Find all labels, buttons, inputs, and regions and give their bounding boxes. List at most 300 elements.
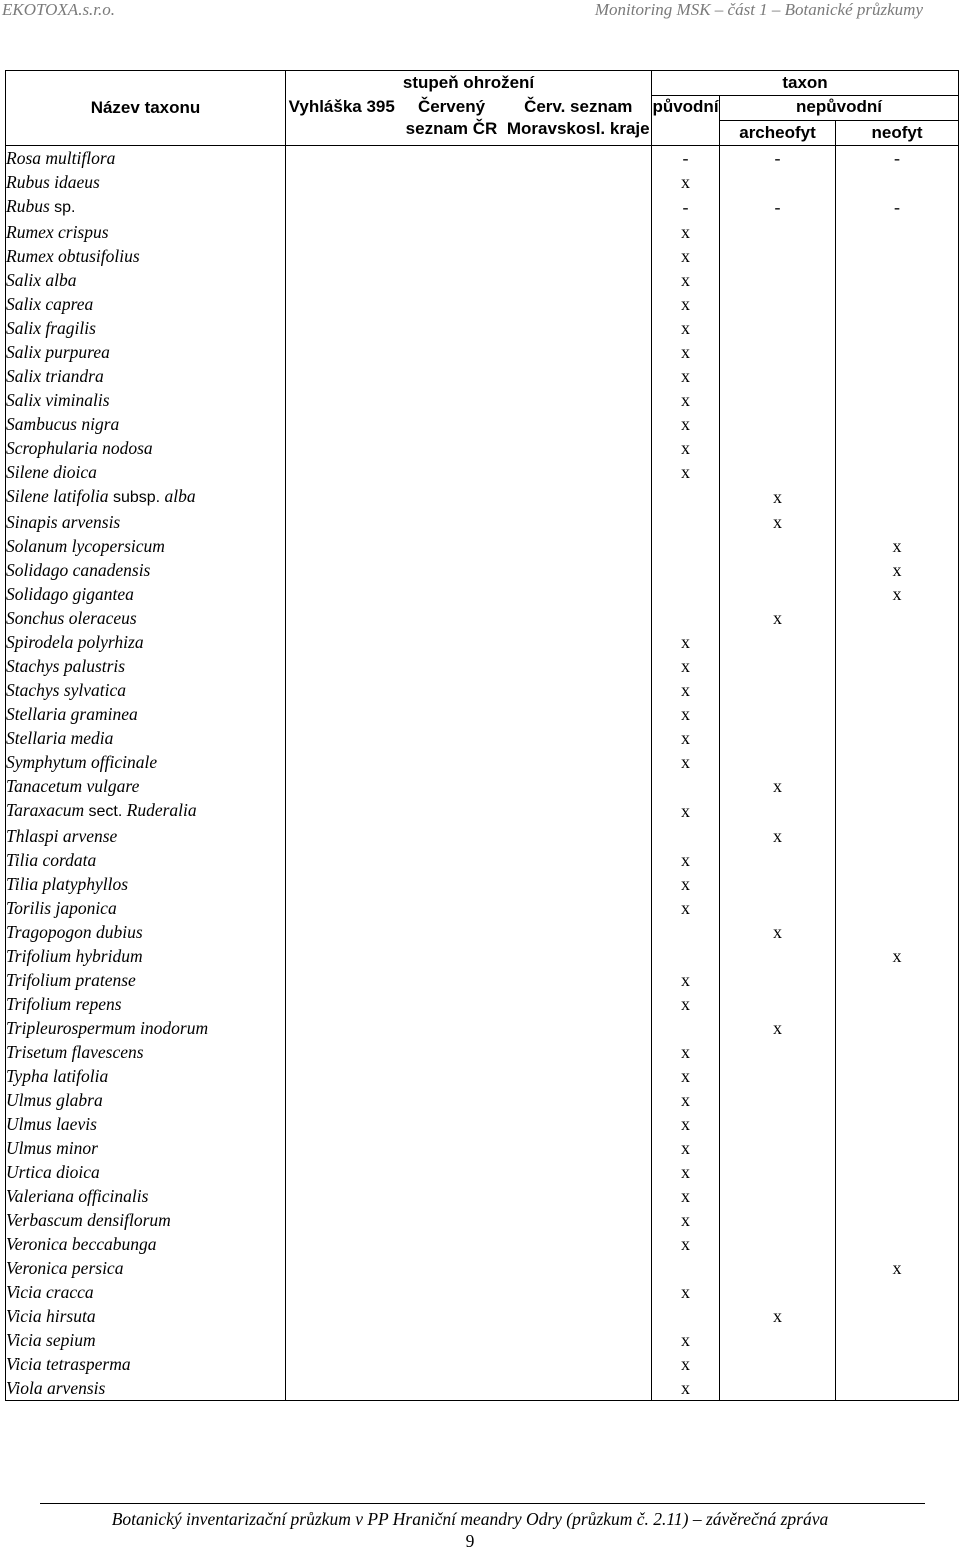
cell-neo	[836, 220, 959, 244]
taxon-table	[5, 70, 959, 1401]
cell-neo	[836, 388, 959, 412]
cell-vyhl	[286, 750, 398, 774]
cell-neo	[836, 654, 959, 678]
cell-arch	[720, 170, 836, 194]
cell-arch	[720, 896, 836, 920]
cell-cerv	[398, 606, 506, 630]
cell-vyhl	[286, 1376, 398, 1401]
cell-puv: x	[652, 170, 720, 194]
header-company: EKOTOXA.s.r.o.	[2, 0, 116, 19]
cell-puv: x	[652, 316, 720, 340]
cell-puv: x	[652, 268, 720, 292]
cell-neo	[836, 872, 959, 896]
cell-cmsk	[506, 412, 652, 436]
taxon-name	[6, 678, 286, 702]
table-row	[6, 1136, 959, 1160]
cell-arch	[720, 1328, 836, 1352]
cell-arch	[720, 1088, 836, 1112]
cell-cmsk	[506, 1112, 652, 1136]
table-row	[6, 1112, 959, 1136]
cell-puv	[652, 944, 720, 968]
table-row	[6, 340, 959, 364]
table-row	[6, 1016, 959, 1040]
cell-neo: x	[836, 558, 959, 582]
cell-puv: x	[652, 1112, 720, 1136]
cell-vyhl	[286, 872, 398, 896]
cell-cmsk	[506, 1184, 652, 1208]
table-row	[6, 194, 959, 220]
cell-vyhl	[286, 460, 398, 484]
cell-arch: -	[720, 146, 836, 171]
taxon-name	[6, 872, 286, 896]
cell-arch: x	[720, 920, 836, 944]
cell-cerv	[398, 992, 506, 1016]
taxon-name	[6, 726, 286, 750]
cell-cmsk	[506, 268, 652, 292]
taxon-name-genus: Vicia hirsuta	[6, 1306, 96, 1326]
cell-cmsk	[506, 944, 652, 968]
cell-puv: x	[652, 1352, 720, 1376]
cell-neo	[836, 1232, 959, 1256]
taxon-name	[6, 1088, 286, 1112]
taxon-name-genus: Salix alba	[6, 270, 77, 290]
taxon-name-genus: Rumex obtusifolius	[6, 246, 140, 266]
taxon-name-genus: Trisetum flavescens	[6, 1042, 144, 1062]
taxon-name	[6, 582, 286, 606]
cell-cmsk	[506, 824, 652, 848]
taxon-name-genus: Sonchus oleraceus	[6, 608, 137, 628]
cell-vyhl	[286, 558, 398, 582]
taxon-name	[6, 1208, 286, 1232]
taxon-name	[6, 630, 286, 654]
cell-puv: x	[652, 244, 720, 268]
cell-neo	[836, 848, 959, 872]
cell-arch	[720, 726, 836, 750]
cell-neo: x	[836, 1256, 959, 1280]
cell-puv	[652, 824, 720, 848]
cell-neo	[836, 1304, 959, 1328]
cell-puv: x	[652, 1208, 720, 1232]
cell-vyhl	[286, 1016, 398, 1040]
table-row	[6, 582, 959, 606]
taxon-name-genus: Vicia sepium	[6, 1330, 96, 1350]
col-header-puvodni: původní	[652, 96, 720, 121]
taxon-name-genus: Sinapis arvensis	[6, 512, 121, 532]
cell-vyhl	[286, 220, 398, 244]
taxon-name	[6, 1160, 286, 1184]
taxon-name-genus: Solidago canadensis	[6, 560, 151, 580]
taxon-name-genus: Solidago gigantea	[6, 584, 134, 604]
taxon-name	[6, 606, 286, 630]
cell-neo	[836, 1112, 959, 1136]
cell-puv	[652, 1256, 720, 1280]
cell-neo	[836, 244, 959, 268]
taxon-name-genus: Verbascum densiflorum	[6, 1210, 171, 1230]
cell-vyhl	[286, 1352, 398, 1376]
cell-cerv	[398, 1160, 506, 1184]
cell-cmsk	[506, 1328, 652, 1352]
cell-puv: x	[652, 1088, 720, 1112]
cell-neo	[836, 968, 959, 992]
cell-cerv	[398, 1064, 506, 1088]
taxon-name-infra: alba	[164, 486, 196, 506]
cell-puv	[652, 534, 720, 558]
cell-cmsk	[506, 872, 652, 896]
cell-puv: x	[652, 798, 720, 824]
cell-cmsk	[506, 292, 652, 316]
cell-neo	[836, 436, 959, 460]
cell-arch	[720, 798, 836, 824]
cell-cmsk	[506, 146, 652, 171]
cell-puv: x	[652, 750, 720, 774]
table-row	[6, 606, 959, 630]
cell-cerv	[398, 340, 506, 364]
cell-neo	[836, 1136, 959, 1160]
cell-puv: x	[652, 388, 720, 412]
cell-cerv	[398, 292, 506, 316]
cell-arch	[720, 1280, 836, 1304]
table-row	[6, 630, 959, 654]
cell-vyhl	[286, 1328, 398, 1352]
cell-puv: x	[652, 460, 720, 484]
taxon-name	[6, 774, 286, 798]
cell-cerv	[398, 678, 506, 702]
cell-cmsk	[506, 1064, 652, 1088]
cell-cerv	[398, 558, 506, 582]
cell-cerv	[398, 654, 506, 678]
taxon-name-genus: Stachys palustris	[6, 656, 126, 676]
table-row	[6, 412, 959, 436]
cell-arch	[720, 268, 836, 292]
cell-vyhl	[286, 340, 398, 364]
col-header-cerveny: Červený seznam ČR	[405, 96, 498, 138]
cell-cerv	[398, 1136, 506, 1160]
taxon-name	[6, 220, 286, 244]
cell-cmsk	[506, 1136, 652, 1160]
table-row	[6, 510, 959, 534]
cell-vyhl	[286, 1232, 398, 1256]
cell-vyhl	[286, 244, 398, 268]
cell-cerv	[398, 1280, 506, 1304]
cell-cerv	[398, 1088, 506, 1112]
table-row	[6, 1352, 959, 1376]
taxon-rows	[6, 146, 959, 1401]
taxon-name	[6, 1352, 286, 1376]
taxon-name-genus: Rumex crispus	[6, 222, 109, 242]
taxon-name	[6, 146, 286, 171]
cell-arch	[720, 412, 836, 436]
cell-arch	[720, 992, 836, 1016]
cell-puv	[652, 1016, 720, 1040]
taxon-name-genus: Silene dioica	[6, 462, 97, 482]
taxon-name	[6, 1232, 286, 1256]
cell-puv	[652, 484, 720, 510]
cell-neo	[836, 798, 959, 824]
table-row	[6, 364, 959, 388]
header-title: Monitoring MSK – část 1 – Botanické průzkumy	[594, 0, 923, 19]
table-row	[6, 1184, 959, 1208]
cell-neo	[836, 630, 959, 654]
cell-puv: -	[652, 194, 720, 220]
cell-cerv	[398, 436, 506, 460]
cell-arch	[720, 1160, 836, 1184]
col-header-archeofyt: archeofyt	[720, 121, 836, 146]
table-row	[6, 654, 959, 678]
cell-vyhl	[286, 992, 398, 1016]
table-row	[6, 1064, 959, 1088]
table-row	[6, 774, 959, 798]
taxon-name-genus: Vicia cracca	[6, 1282, 94, 1302]
cell-cmsk	[506, 702, 652, 726]
taxon-name	[6, 292, 286, 316]
cell-cmsk	[506, 364, 652, 388]
cell-puv: x	[652, 1064, 720, 1088]
cell-cerv	[398, 1328, 506, 1352]
taxon-name-genus: Thlaspi arvense	[6, 826, 118, 846]
cell-cerv	[398, 244, 506, 268]
cell-cmsk	[506, 1376, 652, 1401]
taxon-name-genus: Urtica dioica	[6, 1162, 100, 1182]
cell-arch	[720, 678, 836, 702]
table-row	[6, 726, 959, 750]
cell-cmsk	[506, 1280, 652, 1304]
cell-arch: -	[720, 194, 836, 220]
cell-puv	[652, 582, 720, 606]
cell-cerv	[398, 848, 506, 872]
taxon-name	[6, 702, 286, 726]
cell-vyhl	[286, 268, 398, 292]
cell-cerv	[398, 1112, 506, 1136]
table-row	[6, 244, 959, 268]
cell-cerv	[398, 896, 506, 920]
cell-arch	[720, 436, 836, 460]
cell-vyhl	[286, 292, 398, 316]
cell-neo	[836, 1280, 959, 1304]
col-group-nepuvodni: nepůvodní	[720, 96, 959, 121]
col-group-threat: stupeň ohrožení	[286, 71, 652, 96]
cell-arch: x	[720, 1304, 836, 1328]
table-row	[6, 1040, 959, 1064]
cell-arch: x	[720, 824, 836, 848]
cell-arch	[720, 292, 836, 316]
table-row	[6, 484, 959, 510]
table-row	[6, 268, 959, 292]
taxon-name-genus: Salix caprea	[6, 294, 94, 314]
cell-cmsk	[506, 244, 652, 268]
cell-vyhl	[286, 920, 398, 944]
cell-puv: x	[652, 364, 720, 388]
table-row	[6, 798, 959, 824]
taxon-name	[6, 268, 286, 292]
cell-cerv	[398, 510, 506, 534]
cell-cmsk	[506, 968, 652, 992]
cell-neo	[836, 774, 959, 798]
table-row	[6, 1232, 959, 1256]
taxon-name	[6, 920, 286, 944]
taxon-name	[6, 1328, 286, 1352]
taxon-name-genus: Sambucus nigra	[6, 414, 120, 434]
cell-neo	[836, 510, 959, 534]
taxon-name	[6, 170, 286, 194]
cell-vyhl	[286, 1112, 398, 1136]
cell-cmsk	[506, 1256, 652, 1280]
taxon-name	[6, 1376, 286, 1401]
col-header-vyhlaska: Vyhláška 395	[286, 96, 398, 146]
taxon-name-genus: Stachys sylvatica	[6, 680, 127, 700]
cell-neo	[836, 606, 959, 630]
cell-arch: x	[720, 774, 836, 798]
cell-arch	[720, 630, 836, 654]
cell-arch	[720, 1040, 836, 1064]
taxon-name-genus: Rubus idaeus	[6, 172, 100, 192]
cell-puv	[652, 1304, 720, 1328]
cell-cerv	[398, 484, 506, 510]
cell-neo	[836, 1376, 959, 1401]
cell-cerv	[398, 944, 506, 968]
table-row	[6, 1304, 959, 1328]
taxon-rank-qualifier: subsp.	[112, 489, 161, 506]
cell-vyhl	[286, 1088, 398, 1112]
table-row	[6, 944, 959, 968]
cell-puv: x	[652, 340, 720, 364]
table-row	[6, 824, 959, 848]
cell-neo	[836, 340, 959, 364]
cell-cerv	[398, 194, 506, 220]
cell-cerv	[398, 798, 506, 824]
cell-cerv	[398, 268, 506, 292]
cell-puv: x	[652, 678, 720, 702]
cell-cmsk	[506, 436, 652, 460]
cell-arch	[720, 848, 836, 872]
cell-neo	[836, 460, 959, 484]
cell-puv: x	[652, 1184, 720, 1208]
table-row	[6, 1088, 959, 1112]
taxon-name-genus: Tripleurospermum inodorum	[6, 1018, 209, 1038]
taxon-name	[6, 534, 286, 558]
taxon-name-genus: Trifolium repens	[6, 994, 122, 1014]
cell-puv: x	[652, 1136, 720, 1160]
table-row	[6, 220, 959, 244]
taxon-name-genus: Veronica persica	[6, 1258, 124, 1278]
cell-neo	[836, 412, 959, 436]
table-row	[6, 460, 959, 484]
taxon-name-genus: Trifolium pratense	[6, 970, 136, 990]
cell-cerv	[398, 1376, 506, 1401]
cell-neo	[836, 268, 959, 292]
cell-vyhl	[286, 1136, 398, 1160]
cell-vyhl	[286, 170, 398, 194]
cell-arch	[720, 1376, 836, 1401]
cell-cmsk	[506, 920, 652, 944]
cell-arch	[720, 702, 836, 726]
taxon-name	[6, 848, 286, 872]
cell-cerv	[398, 968, 506, 992]
cell-cmsk	[506, 848, 652, 872]
cell-cerv	[398, 702, 506, 726]
cell-arch: x	[720, 484, 836, 510]
taxon-name-genus: Symphytum officinale	[6, 752, 158, 772]
cell-puv: x	[652, 702, 720, 726]
cell-cmsk	[506, 606, 652, 630]
cell-arch	[720, 968, 836, 992]
cell-arch	[720, 1208, 836, 1232]
cell-cmsk	[506, 1304, 652, 1328]
cell-cerv	[398, 364, 506, 388]
taxon-name-genus: Rubus	[6, 196, 50, 216]
cell-cmsk	[506, 194, 652, 220]
cell-arch	[720, 750, 836, 774]
cell-cmsk	[506, 798, 652, 824]
cell-vyhl	[286, 1256, 398, 1280]
taxon-name	[6, 1280, 286, 1304]
cell-arch	[720, 1184, 836, 1208]
cell-cmsk	[506, 630, 652, 654]
cell-cmsk	[506, 1208, 652, 1232]
cell-arch	[720, 220, 836, 244]
cell-cerv	[398, 170, 506, 194]
cell-cerv	[398, 750, 506, 774]
cell-arch	[720, 1232, 836, 1256]
taxon-name-genus: Spirodela polyrhiza	[6, 632, 144, 652]
cell-cmsk	[506, 654, 652, 678]
table-row	[6, 750, 959, 774]
cell-vyhl	[286, 726, 398, 750]
cell-cmsk	[506, 1232, 652, 1256]
cell-cmsk	[506, 316, 652, 340]
cell-vyhl	[286, 1184, 398, 1208]
cell-arch	[720, 244, 836, 268]
taxon-name-genus: Ulmus minor	[6, 1138, 98, 1158]
col-header-cerv-msk: Červ. seznam Moravskosl. kraje	[506, 96, 650, 138]
cell-vyhl	[286, 606, 398, 630]
table-row	[6, 992, 959, 1016]
taxon-name-genus: Tanacetum vulgare	[6, 776, 140, 796]
table-row	[6, 1280, 959, 1304]
cell-puv: x	[652, 220, 720, 244]
taxon-name-genus: Vicia tetrasperma	[6, 1354, 131, 1374]
taxon-name	[6, 412, 286, 436]
cell-puv: x	[652, 872, 720, 896]
taxon-name-genus: Stellaria graminea	[6, 704, 138, 724]
cell-neo	[836, 1040, 959, 1064]
table-row	[6, 558, 959, 582]
taxon-name-infra: Ruderalia	[126, 800, 197, 820]
cell-puv: x	[652, 992, 720, 1016]
taxon-name	[6, 436, 286, 460]
cell-neo	[836, 1328, 959, 1352]
taxon-name	[6, 824, 286, 848]
cell-neo	[836, 896, 959, 920]
footer-rule	[40, 1503, 925, 1504]
cell-neo	[836, 702, 959, 726]
table-row	[6, 968, 959, 992]
table-row	[6, 292, 959, 316]
table-row	[6, 678, 959, 702]
cell-cerv	[398, 774, 506, 798]
cell-cmsk	[506, 534, 652, 558]
cell-cerv	[398, 1208, 506, 1232]
table-row	[6, 1376, 959, 1401]
cell-cmsk	[506, 484, 652, 510]
cell-cmsk	[506, 220, 652, 244]
cell-cmsk	[506, 460, 652, 484]
cell-puv: x	[652, 1376, 720, 1401]
taxon-name	[6, 194, 286, 220]
taxon-name	[6, 340, 286, 364]
taxon-name	[6, 510, 286, 534]
table-row	[6, 388, 959, 412]
taxon-name-genus: Tilia cordata	[6, 850, 97, 870]
